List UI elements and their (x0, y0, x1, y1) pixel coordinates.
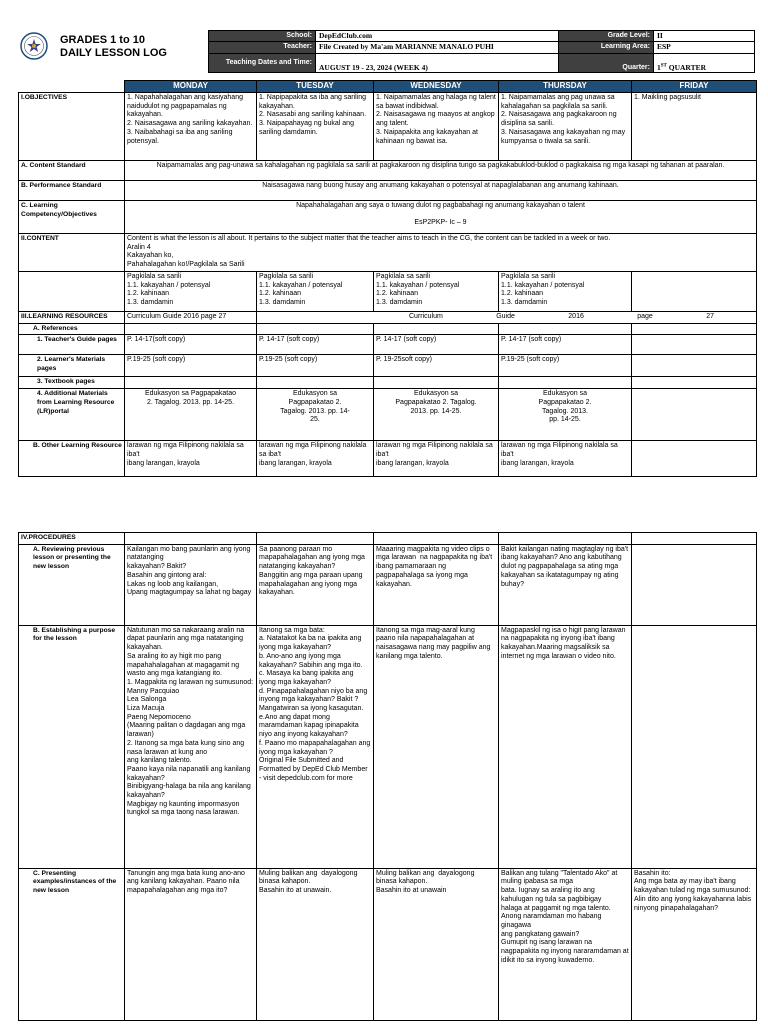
reviewing-tuesday: Sa paanong paraan mo mapapahalagahan ang iyong mga natatanging kakayahan? Banggitin ang mga paraan upang mapahalagahan ang iyong mga kakayahan. (257, 544, 374, 625)
procedures-label: IV.PROCEDURES (19, 533, 125, 545)
content-tuesday: Pagkilala sa sarili 1.1. kakayahan / potensyal 1.2. kahinaan 1.3. damdamin (257, 272, 374, 312)
competency-text: Napahahalagahan ang saya o tuwang dulot ng pagbabahagi ng anumang kakayahan o talent (296, 202, 585, 209)
other-thursday: larawan ng mga Filipinong nakilala sa iba't ibang larangan, krayola (499, 441, 632, 477)
purpose-thursday: Magpapaskil ng isa o higit pang larawan na nagpapakita ng inyong iba't ibang kakayahan.Maaring magsaliksik sa internet ng mga larawan o video nito. (499, 625, 632, 868)
day-header-tuesday: TUESDAY (257, 81, 374, 93)
examples-label: C. Presenting examples/instances of the new lesson (19, 868, 125, 1020)
other-wednesday: larawan ng mga Filipinong nakilala sa iba't ibang larangan, krayola (374, 441, 499, 477)
deped-seal-icon (20, 32, 48, 60)
objectives-label: I.OBJECTIVES (19, 93, 125, 161)
tg-monday: P. 14-17(soft copy) (125, 335, 257, 355)
competency-cell (125, 201, 757, 234)
other-monday: larawan ng mga Filipinong nakilala sa iba't ibang larangan, krayola (125, 441, 257, 477)
day-header-wednesday: WEDNESDAY (374, 81, 499, 93)
grade-value: II (654, 31, 755, 42)
lm-tuesday: P.19-25 (soft copy) (257, 355, 374, 377)
log-title (60, 34, 167, 60)
purpose-monday: Natutunan mo sa nakaraang aralin na dapat paunlarin ang mga natatanging kakayahan. Sa araling ito ay higit mo pang mapahahalagahan at magagamit ng wasto ang mga katangiang ito. 1. Magpakita ng larawan ng sumusunod: Manny Pacquiao Lea Salonga Liza Macuja Paeng Nepomoceno (Maaring palitan o dagdagan ang mga larawan) 2. Itanong sa mga bata kung sino ang nasa larawan at kung ano ang kanilang talento. Paano kaya nila napanatili ang kanilang kakayahan? Binibigyang-halaga ba nila ang kanilang kakayahan? Magbigay ng kaunting impormasyon tungkol sa mga taong nasa larawan. (125, 625, 257, 868)
performance-standard-label: B. Performance Standard (19, 181, 125, 201)
add-wednesday: Edukasyon sa Pagpapakatao 2. Tagalog. 2013. pp. 14-25. (374, 389, 499, 441)
purpose-tuesday: Itanong sa mga bata: a. Natatakot ka ba na ipakita ang iyong mga kakayahan? b. Ano-ano ang iyong mga kakayahan? Sabihin ang mga ito. c. Masaya ka bang ipakita ang iyong mga kakayahan? d. Pinapapahalagahan niyo ba ang inyong mga kakayahan? Bakit ? Mangatwiran sa iyong kasagutan. e.Ano ang dapat mong maramdaman kapag ipinapakita niyo ang inyong kakayahan? f. Paano mo mapapahalagahan ang iyong mga kakayahan ? Original File Submitted and Formatted by DepEd Club Member - visit depedclub.com for more (257, 625, 374, 868)
lm-thursday: P.19-25 (soft copy) (499, 355, 632, 377)
add-thursday: Edukasyon sa Pagpapakatao 2. Tagalog. 2013. pp. 14-25. (499, 389, 632, 441)
objectives-monday: 1. Napahahalagahan ang kasiyahang naidudulot ng pagpapamalas ng kakayahan. 2. Naisasagawa ang sariling kakayahan. 3. Naibabahagi sa iba ang sariling potensyal. (125, 93, 257, 161)
reviewing-monday: Kailangan mo bang paunlarin ang iyong natatanging kakayahan? Bakit? Basahin ang gintong aral: Lakas ng loob ang kailangan, Upang magtagumpay sa lahat ng bagay (125, 544, 257, 625)
objectives-friday: 1. Maikling pagsusulit (632, 93, 757, 161)
objectives-thursday: 1. Naipamamalas ang pag unawa sa kahalagahan sa pagkilala sa sarili. 2. Naisasagawa ang pagkakaroon ng disiplina sa sarili. 3. Naisasagawa ang kakayahan ng may kumpyansa o tiwala sa sarili. (499, 93, 632, 161)
references-label: A. References (19, 323, 125, 335)
resources-spread: Curriculum Guide 2016 page 27 (257, 312, 757, 324)
content-intro: Content is what the lesson is all about. It pertains to the subject matter that the teacher aims to teach in the CG, the content can be tackled in a week or two. Aralin 4 Kakayahan ko, Pahahalagahan ko!/Pagkilala sa Sarili (125, 234, 757, 272)
textbook-pages-label: 3. Textbook pages (19, 377, 125, 389)
quarter-label: Quarter: (559, 53, 654, 72)
day-header-thursday: THURSDAY (499, 81, 632, 93)
day-header-friday: FRIDAY (632, 81, 757, 93)
content-label: II.CONTENT (19, 234, 125, 272)
title-line-2: DAILY LESSON LOG (60, 47, 167, 59)
reviewing-lesson-label: A. Reviewing previous lesson or presenting the new lesson (19, 544, 125, 625)
reviewing-wednesday: Maaaring magpakita ng video clips o mga larawan na nagpapakita ng iba't ibang pamamaraan ng pagpapahalaga sa iyong mga kakayahan. (374, 544, 499, 625)
other-resources-label: B. Other Learning Resource (19, 441, 125, 477)
objectives-wednesday: 1. Naipamamalas ang halaga ng talent sa bawat indibidwal. 2. Naisasagawa ng maayos at angkop ang talent. 3. Naipapakita ang kakayahan at kahinaan ng bawat isa. (374, 93, 499, 161)
lesson-table-top (18, 80, 757, 477)
purpose-label: B. Establishing a purpose for the lesson (19, 625, 125, 868)
dates-value: AUGUST 19 - 23, 2024 (WEEK 4) (316, 53, 559, 72)
learning-resources-label: III.LEARNING RESOURCES (19, 312, 125, 324)
add-monday: Edukasyon sa Pagpapakatao 2. Tagalog. 2013. pp. 14-25. (125, 389, 257, 441)
additional-materials-label: 4. Additional Materials from Learning Resource (LR)portal (19, 389, 125, 441)
teacher-value: File Created by Ma'am MARIANNE MANALO PUHI (316, 42, 559, 53)
content-monday: Pagkilala sa sarili 1.1. kakayahan / potensyal 1.2. kahinaan 1.3. damdamin (125, 272, 257, 312)
learners-materials-label: 2. Learner's Materials pages (19, 355, 125, 377)
dates-label: Teaching Dates and Time: (209, 53, 316, 72)
examples-wednesday: Muling balikan ang dayalogong binasa kahapon. Basahin ito at unawain (374, 868, 499, 1020)
tg-wednesday: P. 14-17 (soft copy) (374, 335, 499, 355)
grade-label: Grade Level: (559, 31, 654, 42)
resources-monday: Curriculum Guide 2016 page 27 (125, 312, 257, 324)
examples-thursday: Balikan ang tulang "Talentado Ako" at muling ipabasa sa mga bata. Iugnay sa araling ito ang kahulugan ng tula sa pagbibigay halaga at paggamit ng mga talento. Anong naramdaman mo habang ginagawa ang pangkatang gawain? Gumupit ng isang larawan na nagpapakita ng inyong nararamdaman at idikit ito sa inyong kuwaderno. (499, 868, 632, 1020)
examples-friday: Basahin ito: Ang mga bata ay may iba't ibang kakayahan tulad ng mga sumusunod: Alin dito ang iyong kakayahanna labis ninyong pinapahalagahan? (632, 868, 757, 1020)
header-info-table (208, 30, 755, 73)
area-label: Learning Area: (559, 42, 654, 53)
day-header-monday: MONDAY (125, 81, 257, 93)
school-label: School: (209, 31, 316, 42)
teacher-label: Teacher: (209, 42, 316, 53)
procedures-table (18, 532, 757, 1021)
add-tuesday: Edukasyon sa Pagpapakatao 2. Tagalog. 2013. pp. 14- 25. (257, 389, 374, 441)
tg-tuesday: P. 14-17 (soft copy) (257, 335, 374, 355)
objectives-tuesday: 1. Napipapakita sa iba ang sariling kakayahan. 2. Nasasabi ang sariling kahinaan. 3. Naipapahayag ng bukal ang sariling damdamin. (257, 93, 374, 161)
content-standard-label: A. Content Standard (19, 161, 125, 181)
competency-code: EsP2PKP- Ic – 9 (414, 218, 467, 226)
other-tuesday: larawan ng mga Filipinong nakilala sa iba't ibang larangan, krayola (257, 441, 374, 477)
title-line-1: GRADES 1 to 10 (60, 34, 145, 46)
examples-tuesday: Muling balikan ang dayalogong binasa kahapon. Basahin ito at unawain. (257, 868, 374, 1020)
competency-label: C. Learning Competency/Objectives (19, 201, 125, 234)
area-value: ESP (654, 42, 755, 53)
reviewing-thursday: Bakit kailangan nating magtaglay ng iba't ibang kakayahan? Ano ang kabutihang dulot ng pagpapahalaga sa ating mga kakayahan sa ikatatagumpay ng ating buhay? (499, 544, 632, 625)
school-value: DepEdClub.com (316, 31, 559, 42)
performance-standard-text: Naisasagawa nang buong husay ang anumang kakayahan o potensyal at napaglalabanan ang anumang kahinaan. (125, 181, 757, 201)
content-wednesday: Pagkilala sa sarili 1.1. kakayahan / potensyal 1.2. kahinaan 1.3. damdamin (374, 272, 499, 312)
content-standard-text: Naipamamalas ang pag-unawa sa kahalagahan ng pagkilala sa sarili at pagkakaroon ng disiplina tungo sa pagkakabuklod-buklod o pagkakaisa ng mga kasapi ng tahanan at paaralan. (125, 161, 757, 181)
quarter-value: 1ST QUARTER (654, 53, 755, 72)
purpose-wednesday: Itanong sa mga mag-aaral kung paano nila napapahalagahan at naisasagawa nang may pagpiliw ang kanilang mga talento. (374, 625, 499, 868)
tg-thursday: P. 14-17 (soft copy) (499, 335, 632, 355)
lm-wednesday: P. 19-25soft copy) (374, 355, 499, 377)
examples-monday: Tanungin ang mga bata kung ano-ano ang kanilang kakayahan. Paano nila mapapahalagahan ang mga ito? (125, 868, 257, 1020)
content-thursday: Pagkilala sa sarili 1.1. kakayahan / potensyal 1.2. kahinaan 1.3. damdamin (499, 272, 632, 312)
lm-monday: P.19-25 (soft copy) (125, 355, 257, 377)
teachers-guide-label: 1. Teacher's Guide pages (19, 335, 125, 355)
